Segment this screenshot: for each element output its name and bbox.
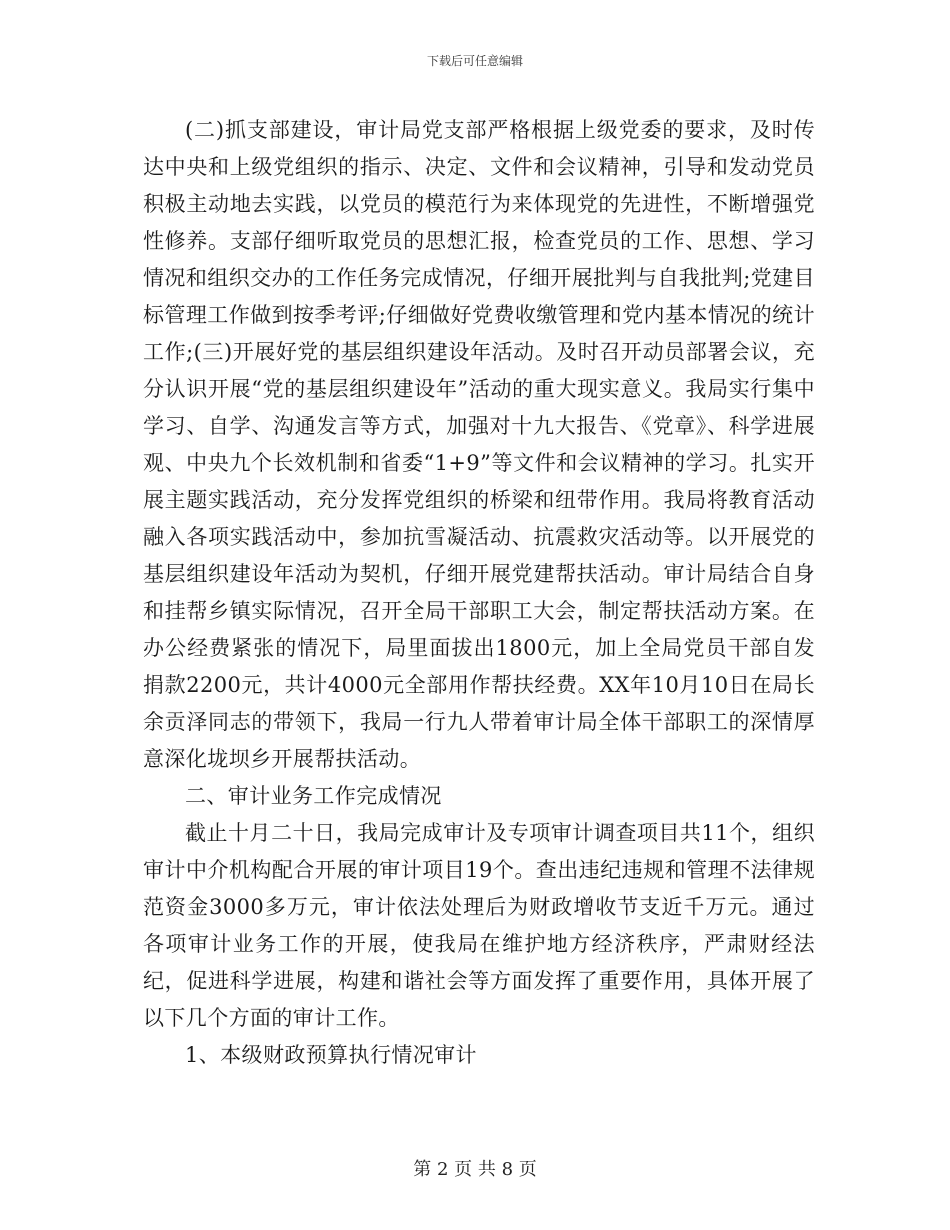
document-body (143, 112, 815, 1074)
page-number-footer: 第 2 页 共 8 页 (413, 1159, 537, 1180)
paragraph-party-branch: (二)抓支部建设，审计局党支部严格根据上级党委的要求，及时传达中央和上级党组织的指示、决定、文件和会议精神，引导和发动党员积极主动地去实践，以党员的模范行为来体现党的先进性，不断增强党性修养。支部仔细听取党员的思想汇报，检查党员的工作、思想、学习情况和组织交办的工作任务完成情况，仔细开展批判与自我批判;党建目标管理工作做到按季考评;仔细做好党费收缴管理和党内基本情况的统计工作;(三)开展好党的基层组织建设年活动。及时召开动员部署会议，充分认识开展“党的基层组织建设年”活动的重大现实意义。我局实行集中学习、自学、沟通发言等方式，加强对十九大报告、《党章》、科学进展观、中央九个长效机制和省委“1+9”等文件和会议精神的学习。扎实开展主题实践活动，充分发挥党组织的桥梁和纽带作用。我局将教育活动融入各项实践活动中，参加抗雪凝活动、抗震救灾活动等。以开展党的基层组织建设年活动为契机，仔细开展党建帮扶活动。审计局结合自身和挂帮乡镇实际情况，召开全局干部职工大会，制定帮扶活动方案。在办公经费紧张的情况下，局里面拔出1800元，加上全局党员干部自发捐款2200元，共计4000元全部用作帮扶经费。XX年10月10日在局长余贡泽同志的带领下，我局一行九人带着审计局全体干部职工的深情厚意深化垅坝乡开展帮扶活动。 (143, 118, 815, 771)
paragraph-audit-summary: 截止十月二十日，我局完成审计及专项审计调查项目共11个，组织审计中介机构配合开展的审计项目19个。查出违纪违规和管理不法律规范资金3000多万元，审计依法处理后为财政增收节支近千万元。通过各项审计业务工作的开展，使我局在维护地方经济秩序，严肃财经法纪，促进科学进展，构建和谐社会等方面发挥了重要作用，具体开展了以下几个方面的审计工作。 (143, 821, 815, 1030)
page-header: 下载后可任意编辑 (426, 54, 523, 68)
section-heading-audit-work: 二、审计业务工作完成情况 (185, 784, 442, 808)
subheading-budget-audit: 1、本级财政预算执行情况审计 (185, 1043, 477, 1067)
